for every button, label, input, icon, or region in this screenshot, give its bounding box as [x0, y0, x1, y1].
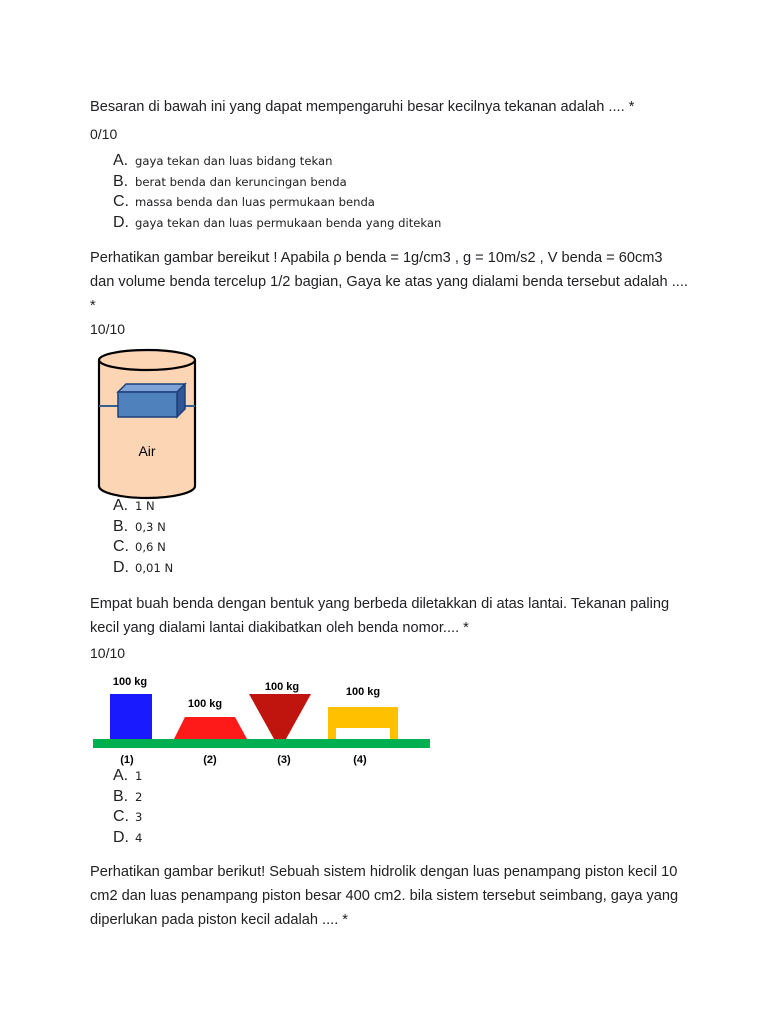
question-3-score: 10/10 — [90, 645, 126, 661]
object-3 — [249, 694, 311, 739]
question-3-text: Empat buah benda dengan bentuk yang berbeda diletakkan di atas lantai. Tekanan paling kecil yang dialami lantai diakibatkan oleh benda nomor.... * — [90, 596, 670, 636]
option-letter: C. — [113, 193, 129, 210]
mass-label-3: 100 kg — [264, 681, 300, 693]
container-rim — [99, 350, 195, 370]
object-2 — [174, 717, 247, 739]
question-2-score: 10/10 — [90, 321, 126, 337]
option-letter: B. — [113, 787, 129, 805]
question-4-text: Perhatikan gambar berikut! Sebuah sistem hidrolik dengan luas penampang piston kecil 10 cm2 dan luas penampang piston besar 400 cm2. bila sistem tersebut seimbang, gaya yang diperlukan pada piston kecil adalah .... * — [90, 864, 679, 928]
object-4 — [328, 707, 398, 739]
option-d[interactable] — [113, 829, 142, 850]
question-1-score: 0/10 — [90, 126, 118, 142]
option-a[interactable] — [113, 497, 173, 518]
option-text: 2 — [135, 789, 143, 804]
water-container — [99, 360, 195, 498]
option-b[interactable] — [113, 173, 441, 194]
option-text: berat benda dan keruncingan benda — [135, 174, 347, 189]
mass-label-4: 100 kg — [345, 686, 381, 698]
floating-block — [118, 392, 177, 417]
option-letter: A. — [113, 497, 129, 514]
option-letter: A. — [113, 152, 129, 169]
option-a[interactable] — [113, 152, 441, 173]
option-letter: C. — [113, 538, 129, 555]
option-b[interactable] — [113, 518, 173, 539]
option-c[interactable] — [113, 808, 142, 829]
question-1-options — [113, 152, 441, 234]
floor — [93, 739, 430, 748]
mass-label-1: 100 kg — [112, 676, 148, 688]
object-number-4: (4) — [353, 754, 367, 766]
option-letter: A. — [113, 767, 129, 784]
object-number-2: (2) — [203, 754, 217, 766]
option-letter: B. — [113, 172, 129, 190]
option-c[interactable] — [113, 193, 441, 214]
question-2-options — [113, 497, 173, 579]
option-text: gaya tekan dan luas permukaan benda yang ditekan — [135, 215, 442, 230]
option-letter: B. — [113, 517, 129, 535]
option-a[interactable] — [113, 767, 142, 788]
question-3-options — [113, 767, 142, 849]
option-text: 0,01 N — [135, 560, 174, 575]
option-d[interactable] — [113, 559, 173, 580]
block-top — [118, 384, 185, 392]
option-text: massa benda dan luas permukaan benda — [135, 195, 375, 209]
option-letter: D. — [113, 828, 129, 846]
object-number-1: (1) — [120, 754, 134, 766]
option-letter: D. — [113, 213, 129, 231]
option-letter: C. — [113, 808, 129, 825]
option-text: 0,6 N — [135, 540, 166, 554]
option-text: 1 N — [135, 499, 155, 513]
water-label: Air — [138, 443, 156, 459]
mass-label-2: 100 kg — [187, 698, 223, 710]
option-d[interactable] — [113, 214, 441, 235]
option-text: 1 — [135, 769, 143, 783]
question-2-text: Perhatikan gambar bereikut ! Apabila ρ benda = 1g/cm3 , g = 10m/s2 , V benda = 60cm3 dan volume benda tercelup 1/2 bagian, Gaya ke atas yang dialami benda tersebut adalah .... * — [90, 250, 688, 314]
object-number-3: (3) — [277, 754, 291, 766]
option-b[interactable] — [113, 788, 142, 809]
option-text: 4 — [135, 830, 143, 845]
pressure-figure — [90, 670, 435, 770]
option-letter: D. — [113, 558, 129, 576]
option-text: 0,3 N — [135, 519, 166, 534]
option-c[interactable] — [113, 538, 173, 559]
option-text: 3 — [135, 810, 143, 824]
option-text: gaya tekan dan luas bidang tekan — [135, 154, 333, 168]
object-1 — [110, 694, 152, 739]
question-1-text: Besaran di bawah ini yang dapat mempengaruhi besar kecilnya tekanan adalah .... * — [90, 99, 635, 115]
buoyancy-figure — [96, 348, 206, 500]
